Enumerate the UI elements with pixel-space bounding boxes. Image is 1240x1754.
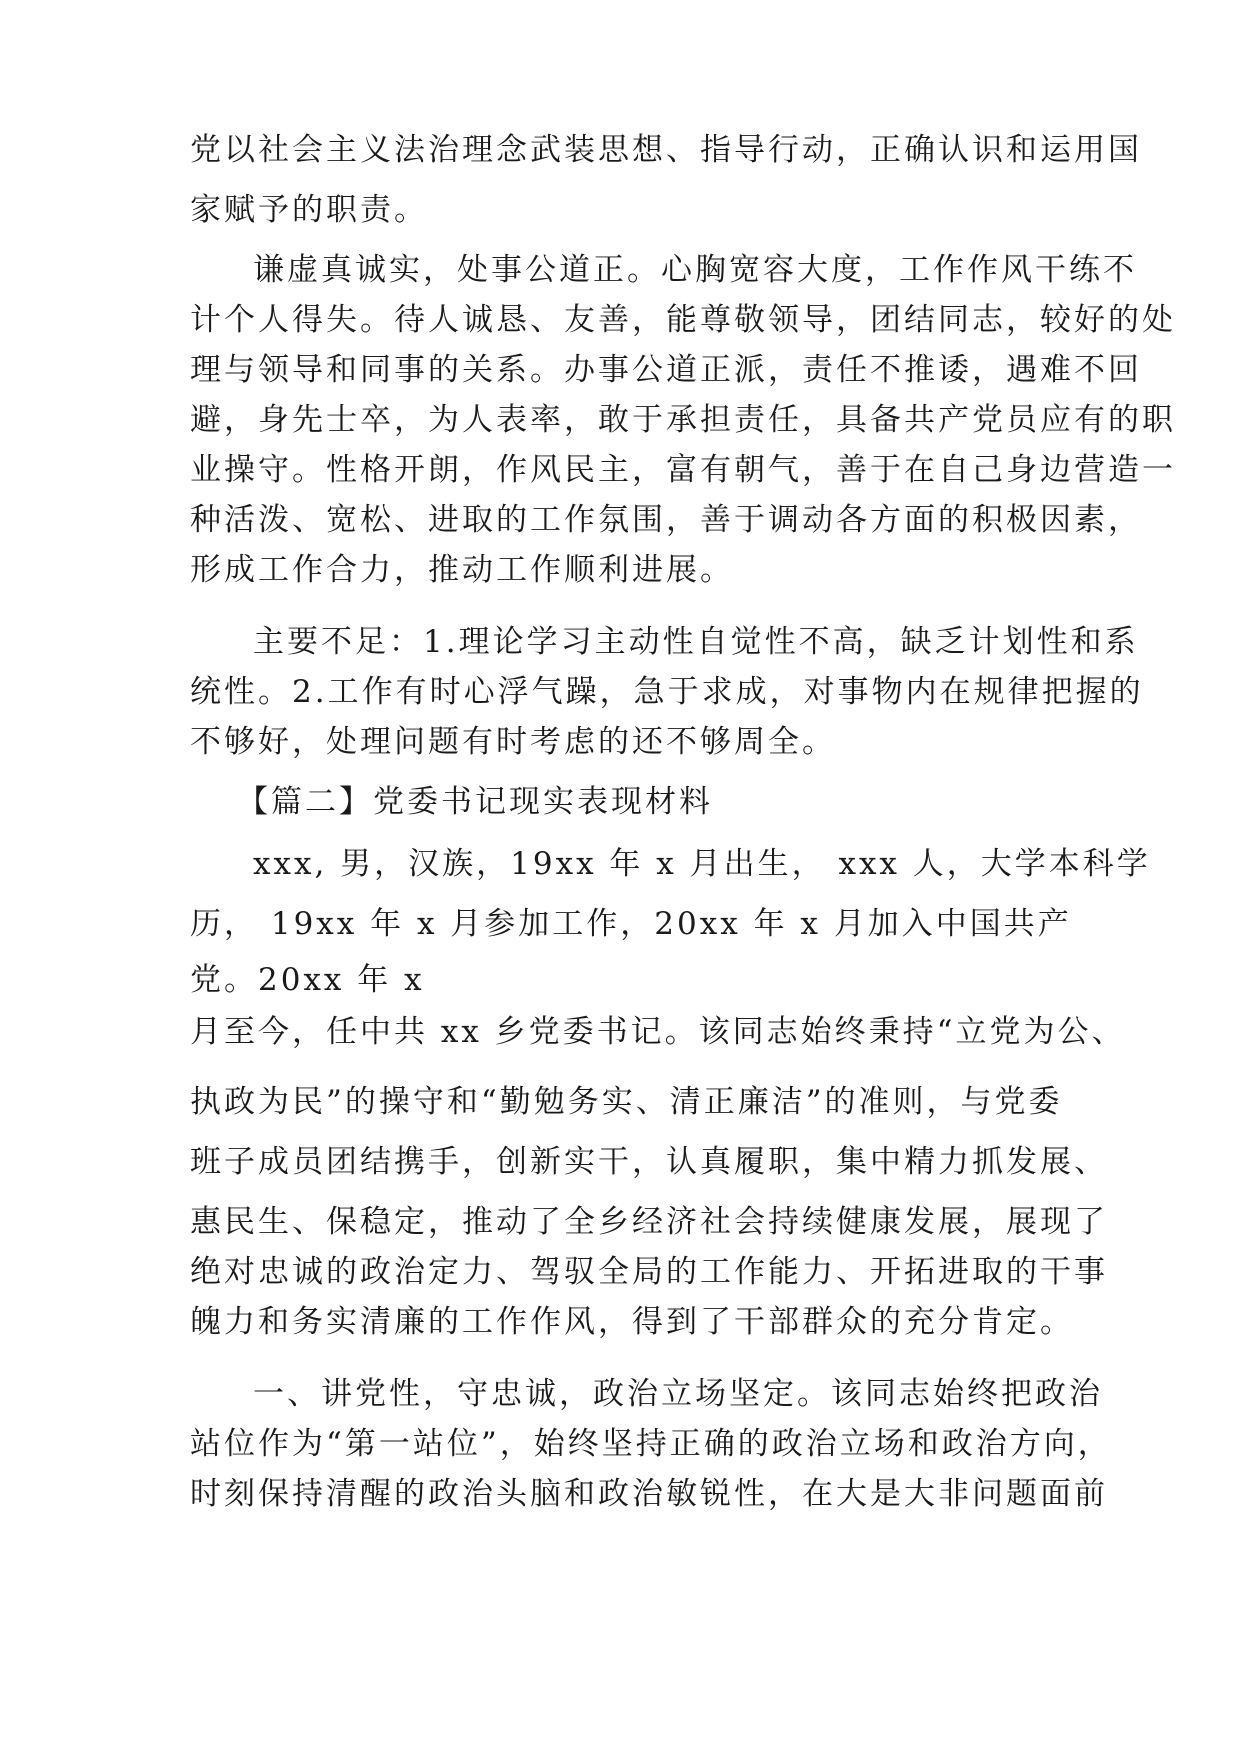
- text-line: 班子成员团结携手，创新实干，认真履职，集中精力抓发展、: [190, 1144, 1108, 1180]
- text-line: 月至今，任中共 xx 乡党委书记。该同志始终秉持“立党为公、: [190, 1014, 1126, 1050]
- text-line: 理与领导和同事的关系。办事公道正派，责任不推诿，遇难不回: [190, 352, 1142, 388]
- paragraph-start-line: 主要不足：1.理论学习主动性自觉性不高，缺乏计划性和系: [253, 624, 1139, 660]
- text-line: 时刻保持清醒的政治头脑和政治敏锐性，在大是大非问题面前: [190, 1476, 1108, 1512]
- text-line: 避，身先士卒，为人表率，敢于承担责任，具备共产党员应有的职: [190, 402, 1176, 438]
- text-line: 统性。2.工作有时心浮气躁，急于求成，对事物内在规律把握的: [190, 674, 1144, 710]
- section-heading: 【篇二】党委书记现实表现材料: [237, 784, 713, 820]
- text-line: 魄力和务实清廉的工作作风，得到了干部群众的充分肯定。: [190, 1304, 1074, 1340]
- text-line: 历， 19xx 年 x 月参加工作，20xx 年 x 月加入中国共产: [190, 906, 1072, 942]
- text-line: 业操守。性格开朗，作风民主，富有朝气，善于在自己身边营造一: [190, 452, 1176, 488]
- text-line: 形成工作合力，推动工作顺利进展。: [190, 552, 734, 588]
- text-line: 站位作为“第一站位”，始终坚持正确的政治立场和政治方向，: [190, 1426, 1112, 1462]
- text-line: 惠民生、保稳定，推动了全乡经济社会持续健康发展，展现了: [190, 1204, 1108, 1240]
- paragraph-start-line: xxx, 男，汉族，19xx 年 x 月出生， xxx 人，大学本科学: [253, 846, 1151, 882]
- text-line: 种活泼、宽松、进取的工作氛围，善于调动各方面的积极因素，: [190, 502, 1142, 538]
- text-line: 党以社会主义法治理念武装思想、指导行动，正确认识和运用国: [190, 132, 1142, 168]
- paragraph-start-line: 一、讲党性，守忠诚，政治立场坚定。该同志始终把政治: [253, 1376, 1103, 1412]
- text-line: 不够好，处理问题有时考虑的还不够周全。: [190, 724, 836, 760]
- text-line: 家赋予的职责。: [190, 192, 428, 228]
- text-line: 党。20xx 年 x: [190, 962, 425, 998]
- paragraph-start-line: 谦虚真诚实，处事公道正。心胸宽容大度，工作作风干练不: [253, 252, 1137, 288]
- text-line: 执政为民”的操守和“勤勉务实、清正廉洁”的准则，与党委: [190, 1084, 1063, 1120]
- text-line: 绝对忠诚的政治定力、驾驭全局的工作能力、开拓进取的干事: [190, 1254, 1108, 1290]
- text-line: 计个人得失。待人诚恳、友善，能尊敬领导，团结同志，较好的处: [190, 302, 1176, 338]
